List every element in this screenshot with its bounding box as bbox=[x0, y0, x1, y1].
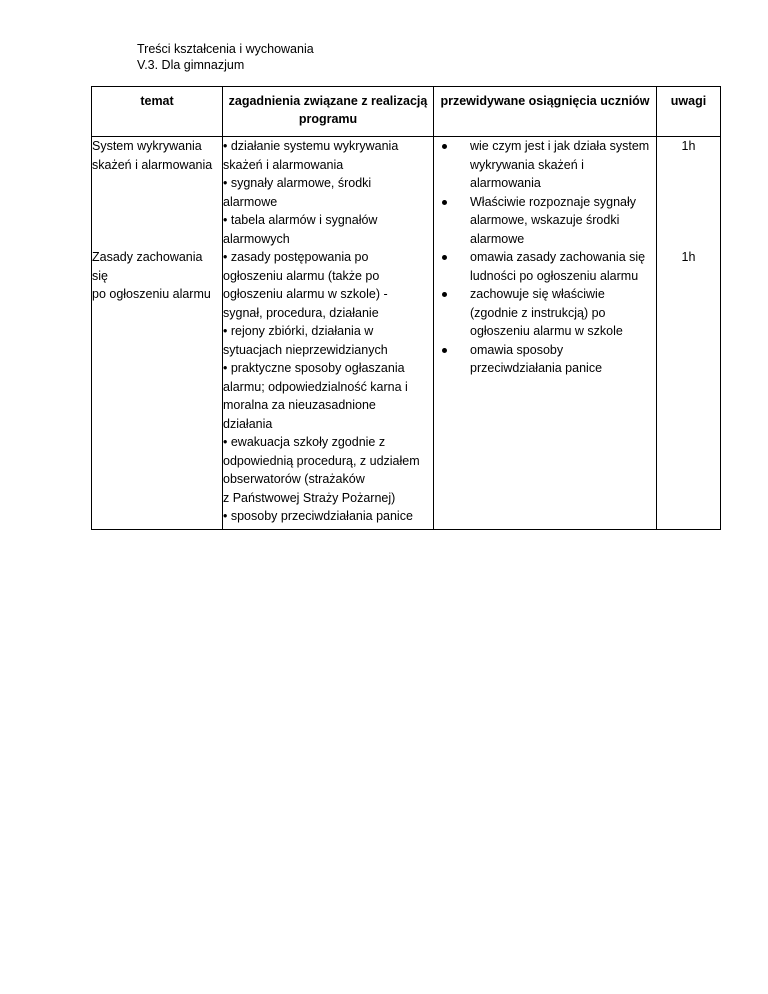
document-subtitle: V.3. Dla gimnazjum bbox=[137, 58, 245, 72]
issues-line: alarmowe bbox=[223, 194, 278, 209]
issues-line: • praktyczne sposoby ogłaszania bbox=[223, 361, 405, 375]
issues-line: sygnał, procedura, działanie bbox=[223, 305, 379, 320]
issues-cell bbox=[223, 248, 434, 529]
issues-line: odpowiednią procedurą, z udziałem bbox=[223, 453, 420, 468]
issues-line: • ewakuacja szkoły zgodnie z bbox=[223, 435, 386, 449]
achievement-line: alarmowania bbox=[470, 176, 541, 190]
achievement-line: alarmowe bbox=[470, 231, 525, 246]
bullet-icon bbox=[442, 200, 447, 205]
achievement-line: wie czym jest i jak działa system bbox=[470, 139, 650, 153]
curriculum-table bbox=[91, 86, 721, 530]
topic-line: się bbox=[92, 268, 108, 283]
achievement-line: Właściwie rozpoznaje sygnały bbox=[470, 194, 637, 209]
issues-line: z Państwowej Straży Pożarnej) bbox=[223, 490, 396, 505]
column-header-issues bbox=[223, 87, 434, 137]
achievement-line: wykrywania skażeń i bbox=[470, 157, 584, 172]
achievement-line: przeciwdziałania panice bbox=[470, 361, 603, 375]
bullet-icon bbox=[442, 144, 447, 149]
column-header-remarks bbox=[657, 87, 721, 137]
column-header-topic-label: temat bbox=[140, 94, 174, 108]
issues-line: • sygnały alarmowe, środki bbox=[223, 176, 372, 190]
achievements-cell bbox=[434, 248, 657, 529]
issues-line: • zasady postępowania po bbox=[223, 250, 369, 264]
achievement-item bbox=[434, 137, 656, 193]
issues-line: • sposoby przeciwdziałania panice bbox=[223, 509, 413, 523]
achievements-list bbox=[434, 137, 656, 248]
topic-line: Zasady zachowania bbox=[92, 250, 203, 264]
issues-line: • działanie systemu wykrywania bbox=[223, 139, 399, 153]
achievement-item bbox=[434, 248, 656, 285]
column-header-issues-line2: programu bbox=[298, 112, 358, 126]
topic-line: System wykrywania bbox=[92, 139, 202, 153]
achievement-line: omawia zasady zachowania się bbox=[470, 250, 646, 264]
achievement-line: ludności po ogłoszeniu alarmu bbox=[470, 268, 639, 283]
issues-line: ogłoszeniu alarmu (także po bbox=[223, 268, 380, 283]
issues-line: działania bbox=[223, 416, 273, 431]
column-header-topic bbox=[92, 87, 223, 137]
issues-line: alarmu; odpowiedzialność karna i bbox=[223, 379, 408, 394]
document-header bbox=[137, 41, 314, 73]
issues-line: alarmowych bbox=[223, 231, 290, 246]
issues-line: • tabela alarmów i sygnałów bbox=[223, 213, 378, 227]
column-header-remarks-label: uwagi bbox=[670, 94, 707, 108]
table-row bbox=[92, 248, 721, 529]
column-header-issues-line1: zagadnienia związane z realizacją bbox=[228, 94, 428, 108]
issues-line: • rejony zbiórki, działania w bbox=[223, 324, 374, 338]
achievements-cell bbox=[434, 137, 657, 249]
issues-line: moralna za nieuzasadnione bbox=[223, 398, 376, 412]
bullet-icon bbox=[442, 292, 447, 297]
topic-cell bbox=[92, 137, 223, 249]
achievement-item bbox=[434, 341, 656, 378]
bullet-icon bbox=[442, 255, 447, 260]
remarks-value: 1h bbox=[681, 139, 696, 153]
issues-line: skażeń i alarmowania bbox=[223, 157, 344, 172]
remarks-value: 1h bbox=[681, 250, 696, 264]
topic-line: po ogłoszeniu alarmu bbox=[92, 287, 211, 301]
remarks-cell bbox=[657, 137, 721, 249]
achievement-line: alarmowe, wskazuje środki bbox=[470, 213, 620, 227]
issues-line: sytuacjach nieprzewidzianych bbox=[223, 342, 388, 357]
issues-cell bbox=[223, 137, 434, 249]
column-header-achievements-label: przewidywane osiągnięcia uczniów bbox=[440, 94, 650, 108]
document-title: Treści kształcenia i wychowania bbox=[137, 42, 314, 56]
achievement-line: (zgodnie z instrukcją) po bbox=[470, 305, 606, 320]
achievements-list bbox=[434, 248, 656, 378]
remarks-cell bbox=[657, 248, 721, 529]
topic-cell bbox=[92, 248, 223, 529]
column-header-achievements bbox=[434, 87, 657, 137]
achievement-item bbox=[434, 193, 656, 249]
issues-line: obserwatorów (strażaków bbox=[223, 472, 365, 486]
issues-line: ogłoszeniu alarmu w szkole) - bbox=[223, 287, 388, 301]
achievement-line: omawia sposoby bbox=[470, 342, 564, 357]
bullet-icon bbox=[442, 348, 447, 353]
achievement-line: zachowuje się właściwie bbox=[470, 287, 605, 301]
topic-line: skażeń i alarmowania bbox=[92, 157, 213, 172]
table-row bbox=[92, 137, 721, 249]
table-header-row bbox=[92, 87, 721, 137]
achievement-line: ogłoszeniu alarmu w szkole bbox=[470, 324, 623, 338]
achievement-item bbox=[434, 285, 656, 341]
